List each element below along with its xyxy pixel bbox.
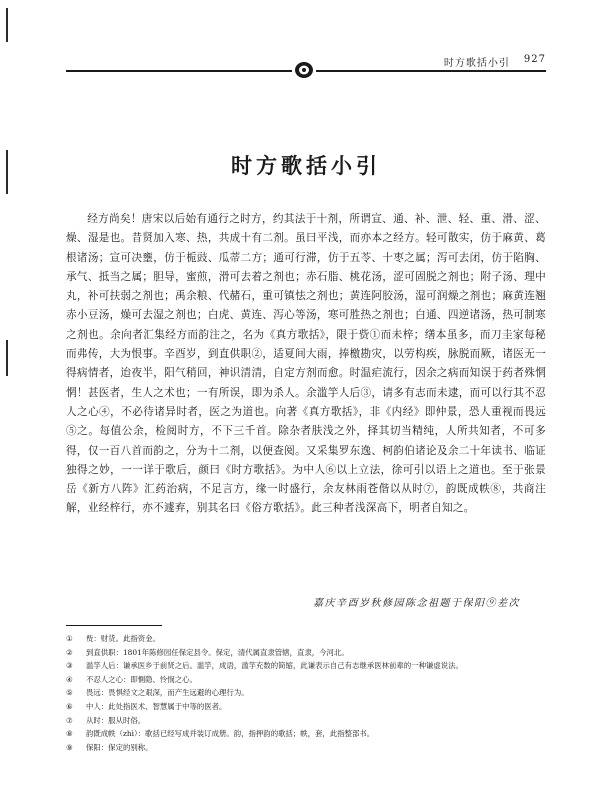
footnote-item xyxy=(66,632,546,646)
ornament-emblem-icon xyxy=(292,59,316,81)
footnote-number: ② xyxy=(66,647,73,657)
footnote-text: 保阳：保定的别称。 xyxy=(86,742,153,752)
footnote-text: 中人：此处指医术、智慧属于中等的医者。 xyxy=(86,701,227,711)
footnote-number: ⑥ xyxy=(66,701,73,711)
page-title: 时方歌括小引 xyxy=(231,153,381,178)
running-header xyxy=(444,54,546,69)
footnote-text: 赀：财货。此指资金。 xyxy=(86,634,160,643)
footnote-text: 不忍人之心：即惻隐、怜悯之心。 xyxy=(86,674,197,684)
footnote-number: ⑦ xyxy=(66,715,73,725)
footnote-list xyxy=(66,632,546,754)
footnote-item xyxy=(66,741,546,755)
footnote-number: ⑤ xyxy=(66,688,73,698)
footnote-text: 韵既成帙（zhì）：歌括已经写成并装订成册。韵，指押韵的歌括；帙，套，此指整部书。 xyxy=(86,729,375,739)
page-number: 927 xyxy=(523,54,546,65)
footnote-item xyxy=(66,714,546,728)
footnote-number: ⑨ xyxy=(66,742,73,752)
footnote-item xyxy=(66,727,546,741)
footnote-text: 畏远：畏惧经文之艰深，而产生远避的心理行为。 xyxy=(86,688,249,698)
scan-edge-mark xyxy=(6,8,8,42)
footnote-number: ⑧ xyxy=(66,729,73,739)
footnote-item xyxy=(66,646,546,660)
footnote-text: 到直供职：1801年陈修园任保定县令。保定，清代属直隶管辖，直隶，今河北。 xyxy=(86,647,349,657)
signature-line: 嘉庆辛酉岁秋修园陈念祖题于保阳⑨差次 xyxy=(313,598,520,609)
footnote-text: 滥竽人后：谦承医乡于前贤之后。滥竽，成语，滥竽充数的简缩，此谦表示自己有志继承医林前辈的一种谦虚说法。 xyxy=(86,661,463,671)
footnote-text: 从时：服从时俗。 xyxy=(86,715,146,725)
footnote-item xyxy=(66,673,546,687)
footnote-rule xyxy=(66,625,162,626)
footnote-number: ④ xyxy=(66,674,73,684)
footnote-item xyxy=(66,686,546,700)
preface-paragraph: 经方尚矣！唐宋以后始有通行之时方，约其法于十剂，所谓宣、通、补、泄、轻、重、滑、涩、燥、湿是也。昔贤加入寒、热，共成十有二剂。虽曰平浅，而亦本之经方。轻可散实，仿于麻黄、葛根诸汤；宣可决壅，仿于栀豉、瓜蒂二方；通可行滞，仿于五苓、十枣之属；泻可去闭，仿于陷胸、承气、抵当之属；胆导，蜜煎，滑可去着之剂也；赤石脂、桃花汤，涩可固脱之剂也；附子汤、理中丸，补可扶弱之剂也；禹余粮、代赭石，重可镇怯之剂也；黄连阿胶汤，湿可润燥之剂也；麻黄连翘赤小豆汤，燥可去湿之剂也；白虎、黄连、泻心等汤，寒可胜热之剂也；白通、四逆诸汤，热可制寒之剂也。余向者汇集经方而韵注之，名为《真方歌括》，限于赀①而未梓；缮本虽多，而刀圭家每秘而弗传，大为恨事。辛酉岁，到直供职②，适夏间大雨，捧檄勘灾，以劳构疾，脉脱而厥，诸医无一得病情者，迨夜半，阳气稍回，神识清清，自定方剂而愈。时温疟流行，因余之病而知误于药者殊惘惘！甚医者，生人之术也；一有所误，即为杀人。余滥竽人后③，请多有志而未逮，而可以行其不忍人之心④，不必待诸异时者，医之为道也。向著《真方歌括》，非《内经》即仲景，恐人重视而畏远⑤之。每值公余，检阅时方，不下三千首。除杂者肤浅之外，择其切当精纯，人所共知者，不可多得，仅一百八首而韵之，分为十二剂，以便查阅。又采集罗东逸、柯韵伯诸论及余二十年读书、临证独得之妙，一一详于歌后，颜曰《时方歌括》。为中人⑥以上立法，徐可引以语上之道也。至于张景岳《新方八阵》汇药治病，不足言方，缘一时盛行，余友林雨苍偕以从时⑦，韵既成帙⑧，共商注解，业经梓行，亦不遽弃，别其名曰《俗方歌括》。此三种者浅深高下，明者自知之。 xyxy=(66,213,546,515)
footnote-item xyxy=(66,700,546,714)
scan-edge-mark xyxy=(6,340,8,376)
footnote-item xyxy=(66,659,546,673)
footnote-number: ① xyxy=(66,634,73,643)
running-header-title: 时方歌括小引 xyxy=(443,58,510,69)
footnote-number: ③ xyxy=(66,661,73,671)
